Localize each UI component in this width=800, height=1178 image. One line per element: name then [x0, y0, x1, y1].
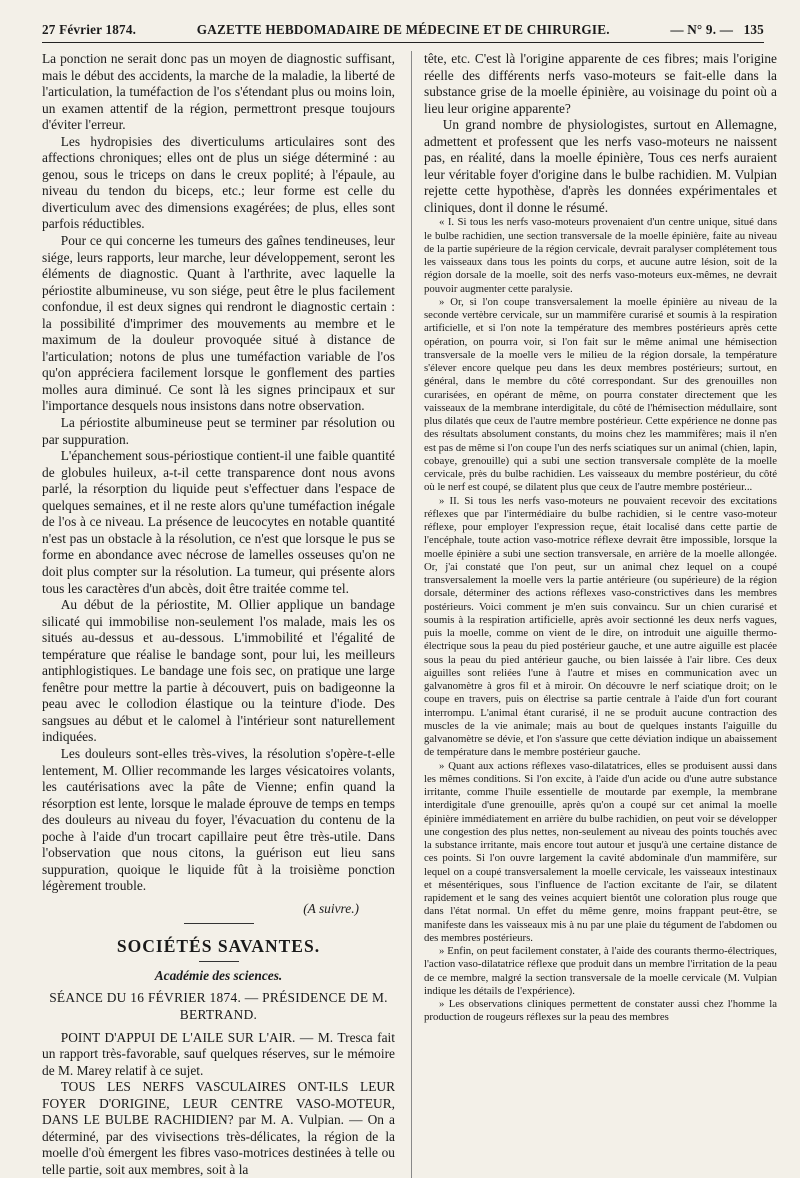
left-paragraph: Les douleurs sont-elles très-vives, la résolution s'opère-t-elle lentement, M. Ollier recommande les larges vésicatoires volants, les cautérisations avec la pâte de Vienne; enfin quand la résorption est lente, lorsque le malade éprouve de temps en temps des douleurs au niveau du foyer, l'évacuation du contenu de la poche à l'aide d'un trocart capillaire peut être très-utile. Dans l'observation que nous citons, la guérison eut lieu sans suppuration, quoique le liquide fût à la troisième ponction légèrement trouble.	[42, 745, 395, 894]
right-lead-paragraph: Un grand nombre de physiologistes, surtout en Allemagne, admettent et professent que les nerfs vaso-moteurs ne naissent pas, en réalité, dans la moelle épinière, Tous ces nerfs auraient leur véritable foyer d'origine dans le bulbe rachidien. M. Vulpian rejette cette hypothèse, d'après les données expérimentales et cliniques, dont il donne le résumé.	[424, 117, 777, 215]
left-paragraph: L'épanchement sous-périostique contient-il une faible quantité de globules huileux, a-t-il cette transparence dont nous avons parlé, la résorption du liquide peut s'effectuer dans l'espace de quelques semaines, et il ne reste alors qu'une tuméfaction inégale de l'os à ce niveau. La présence de leucocytes en notable quantité n'est pas un obstacle à la résolution, ce n'est que lorsque le pus se forme en abondance avec nécrose de lamelles osseuses qu'on ne doit plus compter sur la résolution. La tumeur, qui présente alors tous les caractères d'un abcès, doit être traitée comme tel.	[42, 448, 395, 596]
summary-paragraph: « I. Si tous les nerfs vaso-moteurs provenaient d'un centre unique, situé dans le bulbe rachidien, une section transversale de la moelle épinière, faite au niveau de la partie supérieure de la région cervicale, devrait paralyser complétement tous les vaisseaux dans tous les points du corps, et aucune autre lésion, soit de la région dorsale de la moelle, soit des nerfs vaso-moteurs eux-mêmes, ne devrait pouvoir augmenter cette paralysie.	[424, 216, 777, 295]
report-paragraph: TOUS LES NERFS VASCULAIRES ONT-ILS LEUR FOYER D'ORIGINE, LEUR CENTRE VASO-MOTEUR, DANS LE BULBE RACHIDIEN? par M. A. Vulpian. — On a déterminé, par des vivisections très-délicates, la région de la moelle d'où émergent les fibres vaso-motrices destinées à telle ou telle partie, soit aux membres, soit à la	[42, 1079, 395, 1177]
left-column	[42, 51, 395, 1178]
summary-paragraph: » Or, si l'on coupe transversalement la moelle épinière au niveau de la seconde vertèbre cervicale, sur un mammifère curarisé et soumis à la respiration artificielle, et si l'on note la température des membres postérieurs après cette opération, on pourra voir, si l'on fait sur le même animal une hémisection transversale de la moelle vers le milieu de la région dorsale, la température s'élever encore quelque peu dans les deux membres postérieurs; surtout, en général, dans le membre du côté correspondant. Sur des grenouilles non curarisées, en opérant de même, on pourra constater directement que les vaisseaux de la membrane interdigitale, du côté de l'hémisection médullaire, sont plus dilatés que ceux de l'autre membre postérieur. Cette expérience ne donne pas des résultats absolument constants, du moins chez les mammifères; mais il n'en est pas de même si l'on coupe l'un des nerfs sciatiques sur un animal (chien, lapin, cobaye, grenouille) qui a subi une section transversale complète de la moelle cervicale, près du bulbe rachidien. Les vaisseaux du membre postérieur, du côté où le nerf est coupé, se dilatent plus que ceux de l'autre membre postérieur...	[424, 295, 777, 494]
summary-paragraph: » Enfin, on peut facilement constater, à l'aide des courants thermo-électriques, l'action vaso-dilatatrice réflexe que produit dans un membre l'irritation de la peau de ce membre, malgré la section transversale de la moelle cervicale (M. Vulpian indique les détails de l'expérience).	[424, 945, 777, 997]
header-issue-page	[670, 22, 764, 38]
left-paragraph: La périostite albumineuse peut se terminer par résolution ou par suppuration.	[42, 415, 395, 447]
right-column	[411, 51, 777, 1178]
to-be-continued: (A suivre.)	[303, 900, 359, 916]
summary-paragraph: » II. Si tous les nerfs vaso-moteurs ne pouvaient recevoir des excitations réflexes que par l'intermédiaire du bulbe rachidien, si le centre vaso-moteur réflexe, pour employer l'expression reçue, était localisé dans cette partie de l'encéphale, toute action vaso-motrice réflexe devrait être impossible, lorsque la moelle épinière a subi une section transversale, en arrière de la moelle allongée. Or, j'ai constaté que l'on peut, sur un animal chez lequel on a coupé transversalement la moelle vers la partie antérieure (ou supérieure) de la région dorsale, déterminer des actions réflexes vaso-constrictives dans les membres postérieurs. Voici comment je m'en suis convaincu. Sur un chien curarisé et soumis à la respiration artificielle, après avoir sectionné les deux nerfs vagues, puis la moelle, comme on vient de le dire, on introduit une aiguille thermo-électrique sous la peau du pied postérieur gauche, et une autre aiguille est placée sous la peau du pied antérieur gauche, ou bien laissée à l'air libre. Ces deux aiguilles sont reliées l'une à l'autre et mises en communication avec un galvanomètre à gros fil et à miroir. On découvre le nerf sciatique droit; on le coupe en travers, puis on électrise sa partie centrale à l'aide d'un fort courant interrompu. L'animal étant curarisé, il ne se produit aucune contraction des muscles de la vie animale; mais au bout de quelques instants l'aiguille du galvanomètre se dévie, et l'on s'assure que cette déviation indique un abaissement de température dans le membre postérieur gauche.	[424, 494, 777, 759]
meeting-line: SÉANCE DU 16 FÉVRIER 1874. — PRÉSIDENCE DE M. BERTRAND.	[49, 990, 388, 1022]
section-title: SOCIÉTÉS SAVANTES.	[116, 936, 321, 957]
quoted-summary	[424, 216, 777, 1024]
left-paragraph: Au début de la périostite, M. Ollier applique un bandage silicaté qui immobilise non-seulement l'os malade, mais les os situés au-dessus et au-dessous. L'immobilité et l'égalité de température que réalise le bandage sont, pour lui, les meilleurs antiphlogistiques. Le bandage une fois sec, on pratique une large fenêtre pour mettre la partie à découvert, puis on badigeonne la peau avec le collodion élastique ou la teinture d'iode. Des sangsues au début et le calomel à l'intérieur sont naturellement indiquées.	[42, 597, 395, 745]
header-date: 27 Février 1874.	[42, 22, 137, 37]
subsection-title: Académie des sciences.	[154, 968, 283, 984]
left-paragraph: La ponction ne serait donc pas un moyen de diagnostic suffisant, mais le début des accidents, la marche de la maladie, la liberté de l'articulation, la tuméfaction de l'os s'étendant plus ou moins loin, un examen attentif de la région, permettront presque toujours d'éviter l'erreur.	[42, 51, 395, 133]
two-column-body	[42, 51, 777, 1178]
header-issue: — N° 9. —	[670, 22, 734, 37]
header-page-number: 135	[743, 22, 764, 37]
left-paragraph: Pour ce qui concerne les tumeurs des gaînes tendineuses, leur siége, leurs rapports, leur marche, leur développement, seront les éléments de diagnostic. Quant à l'arthrite, avec laquelle la périostite albumineuse, vu son siége, peut être le plus facilement confondue, il est deux signes qui rendront le diagnostic certain : la possibilité d'imprimer des mouvements au membre et le maximum de la douleur provoquée situé à distance de l'articulation; notons de plus une tuméfaction variable de l'os qu'on appréciera facilement lorsque le gonflement des parties molles aura diminué. Ce sont là les signes principaux et sur l'importance desquels nous insistons dans notre observation.	[42, 233, 395, 414]
separator-rule	[184, 923, 254, 924]
summary-paragraph: » Les observations cliniques permettent de constater aussi chez l'homme la production de rougeurs réflexes sur la peau des membres	[424, 998, 777, 1024]
right-lead-paragraph: tête, etc. C'est là l'origine apparente de ces fibres; mais l'origine réelle des différents nerfs vaso-moteurs se fait-elle dans la substance grise de la moelle épinière, au voisinage du point où a lieu leur origine apparente?	[424, 51, 777, 116]
header-journal-title: GAZETTE HEBDOMADAIRE DE MÉDECINE ET DE CHIRURGIE.	[196, 22, 610, 37]
running-header	[42, 22, 764, 43]
left-paragraph: Les hydropisies des diverticulums articulaires sont des affections chroniques; elles ont de plus un siége déterminé : au genou, sous le triceps on dans le creux poplité; à l'épaule, au niveau du tendon du biceps, etc.; leur forme est celle du diverticulum avec des dimensions exagérées; de plus, elles sont parfois réductibles.	[42, 133, 395, 232]
report-paragraph: POINT D'APPUI DE L'AILE SUR L'AIR. — M. Tresca fait un rapport très-favorable, sauf quelques réserves, sur le mémoire de M. Marey relatif à ce sujet.	[42, 1029, 395, 1078]
separator-rule	[199, 961, 239, 962]
summary-paragraph: » Quant aux actions réflexes vaso-dilatatrices, elles se produisent aussi dans les mêmes conditions. Si l'on excite, à l'aide d'un acide ou d'une autre substance irritante, comme l'huile essentielle de moutarde par exemple, la membrane interdigitale d'une grenouille, après qu'on a coupé sur cet animal la moelle épinière immédiatement en arrière du bulbe rachidien, on peut voir se développer une congestion des plus nettes, non-seulement au niveau des points touchés avec la substance irritante, mais encore tout autour et jusqu'à une certaine distance de ces points. Si l'on ouvre largement la cavité abdominale d'un mammifère, sur lequel on a coupé transversalement la moelle cervicale, les vaisseaux intestinaux et mésentériques, sous l'influence de l'action excitante de l'air, se dilatent rapidement et le sang des veines acquiert bientôt une coloration plus rouge que dans l'état normal. Un effet du même genre, moins frappant peut-être, se manifeste dans les vaisseaux mis à nu par une plaie du tégument de l'abdomen ou des membres postérieurs.	[424, 759, 777, 944]
